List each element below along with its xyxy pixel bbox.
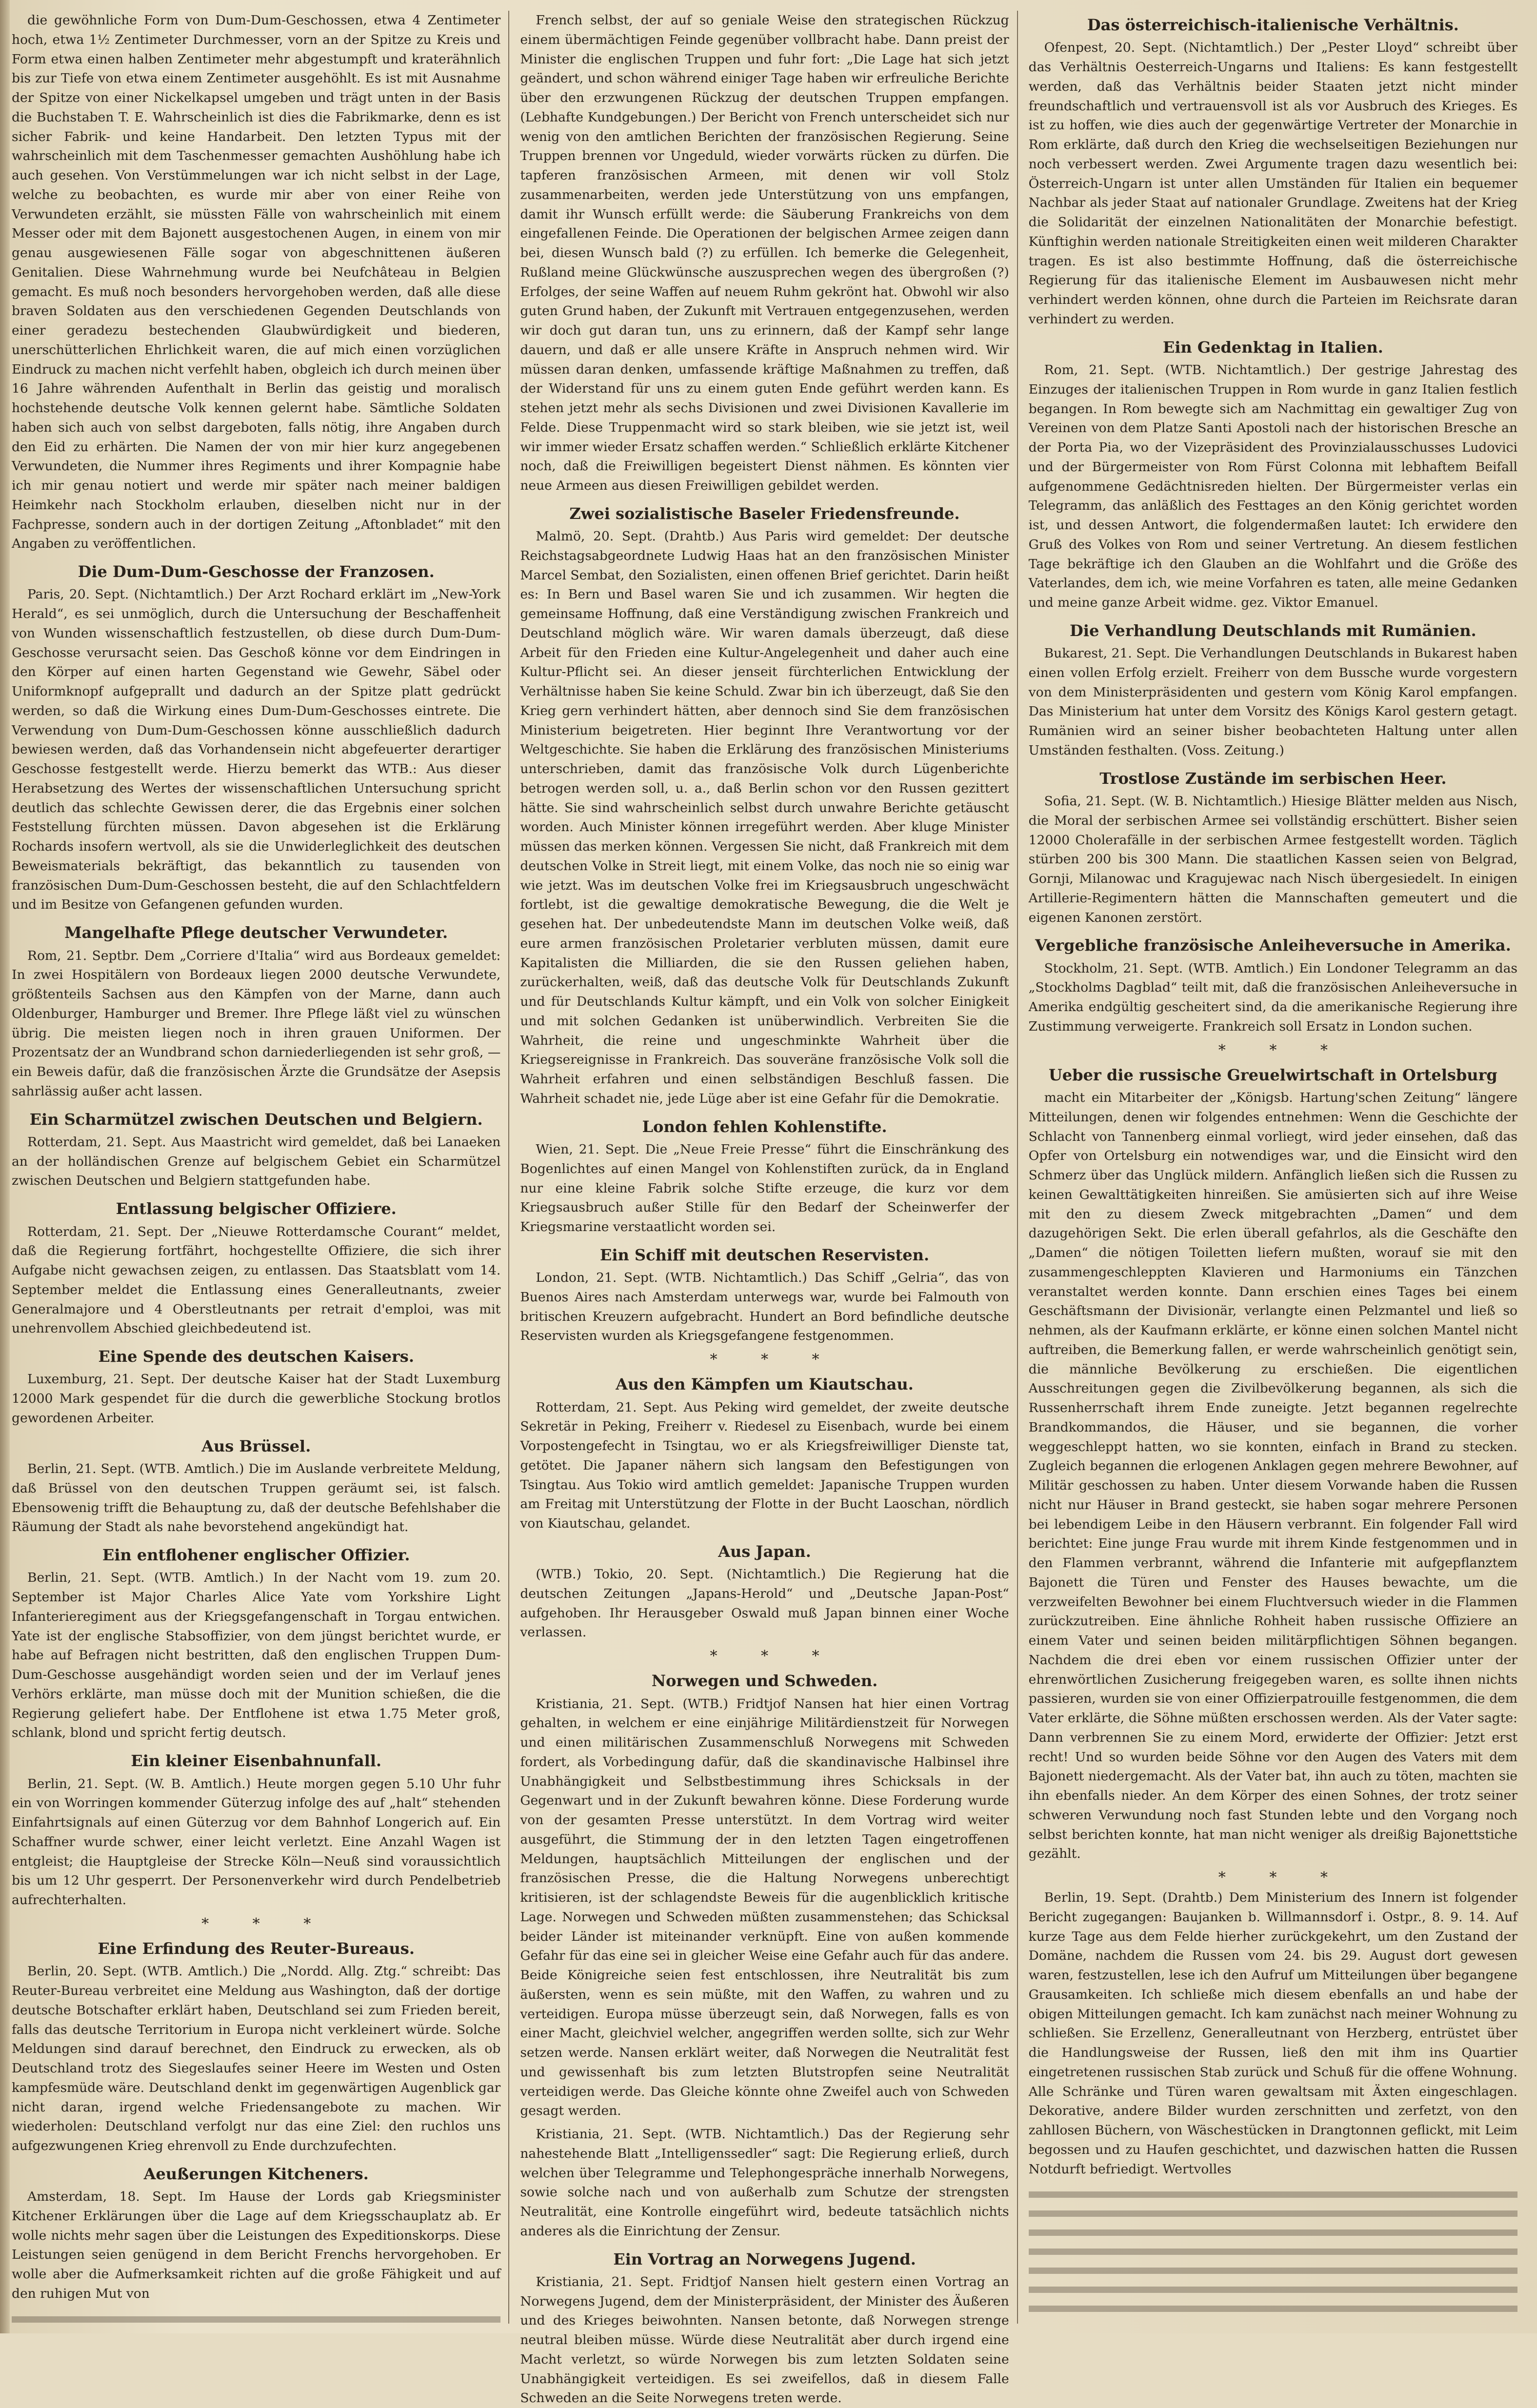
article-text: Berlin, 21. Sept. (W. B. Amtlich.) Heute morgen gegen 5.10 Uhr fuhr ein von Worringen kommender Güterzug infolge des auf „halt“ stehenden Einfahrtsignals auf einen Güterzug vor dem Bahnhof Longerich auf. Ein Schaffner wurde schwer, einer leicht verletzt. Eine Anzahl Wagen ist entgleist; die Hauptgleise der Strecke Köln—Neuß sind voraussichtlich bis um 12 Uhr gesperrt. Der Personenverkehr wird durch Pendelbetrieb aufrechterhalten. bbox=[12, 1776, 501, 1908]
article-headline: Die Dum-Dum-Geschosse der Franzosen. bbox=[78, 562, 435, 581]
article bbox=[1029, 11, 1517, 329]
article bbox=[12, 1934, 500, 2156]
article-text: Sofia, 21. Sept. (W. B. Nichtamtlich.) Hiesige Blätter melden aus Nisch, die Moral der serbischen Armee sei vollständig erschüttert. Bisher seien 12000 Cholerafälle in der serbischen Armee festgestellt worden. Täglich stürben 200 bis 300 Mann. Die staatlichen Kassen seien von Belgrad, Gornji, Milanowac und Kragujewac nach Nisch übergesiedelt. In einigen Artillerie-Regimentern hätten die Mannschaften gemeutert und die eigenen Kanonen zerstört. bbox=[1028, 794, 1517, 925]
section-divider: * * * bbox=[1218, 1869, 1347, 1887]
article bbox=[1029, 333, 1517, 613]
article bbox=[12, 1194, 500, 1338]
article-text: die gewöhnliche Form von Dum-Dum-Geschossen, etwa 4 Zentimeter hoch, etwa 1½ Zentimeter Durchmesser, vorn an der Spitze zu Kreis und Form etwa einen halben Zentimeter mehr abgestumpft und kraterähnlich bis zur Tiefe von etwa einem Zentimeter ausgehöhlt. Es ist mit Ausnahme der Spitze von einer Nickelkapsel umgeben und trägt unten in der Basis die Buchstaben T. E. Wahrscheinlich ist dies die Fabrikmarke, denn es ist sicher Fabrik- und keine Handarbeit. Den letzten Typus mit der wahrscheinlich mit dem Taschenmesser gemachten Aushöhlung habe ich auch gesehen. Von Verstümmelungen war ich nicht selbst in der Lage, welche zu beobachten, es wurde mir aber von einer Reihe von Verwundeten erzählt, sie müssten Fälle von wahrscheinlich mit einem Messer oder mit dem Bajonett ausgestochenen Augen, in einem von mir genau ausgewiesenen Fälle sogar von abgeschnittenen äußeren Genitalien. Diese Wahrnehmung wurde bei Neufchâteau in Belgien gemacht. Es muß noch besonders hervorgehoben werden, daß alle diese braven Soldaten aus den verschiedenen Gegenden Deutschlands von einer geradezu bestechenden Glaubwürdigkeit und biederen, unerschütterlichen Ehrlichkeit waren, die auf mich einen vorzüglichen Eindruck zu machen nicht verfehlt haben, obgleich ich durch meinen über 16 Jahre währenden Aufenthalt in Berlin das geistig und moralisch hochstehende deutsche Volk kennen gelernt habe. Sämtliche Soldaten haben sich auch von selbst dargeboten, falls nötig, ihre Angaben durch den Eid zu erhärten. Die Namen der von mir hier kurz angegebenen Verwundeten, die Nummer ihres Regiments und ihrer Kompagnie habe ich mir genau notiert und werde mir später nach meiner baldigen Heimkehr nach Stockholm erlauben, dieselben nicht nur in der Fachpresse, sondern auch in der dortigen Zeitung „Aftonbladet“ mit den Angaben zu veröffentlichen. bbox=[12, 13, 501, 552]
article-text: Wien, 21. Sept. Die „Neue Freie Presse“ führt die Einschränkung des Bogenlichtes auf einen Mangel von Kohlenstiften zurück, da in England nur eine kleine Fabrik solche Stifte erzeuge, die kurz vor dem Kriegsausbruch außer Stille für den Bedarf der Scheinwerfer der Kriegsmarine verstaatlicht worden sei. bbox=[520, 1142, 1009, 1235]
article-text: French selbst, der auf so geniale Weise den strategischen Rückzug einem übermächtigen Feinde gegenüber vollbracht habe. Dann preist der Minister die englischen Truppen und fuhr fort: „Die Lage hat sich jetzt geändert, und schon während einiger Tage haben wir erfreuliche Berichte über den erzwungenen Rückzug der deutschen Truppen empfangen. (Lebhafte Kundgebungen.) Der Bericht von French unterscheidet sich nur wenig von den amtlichen Berichten der französischen Regierung. Seine Truppen brennen vor Ungeduld, wieder vorwärts rücken zu dürfen. Die tapferen französischen Armeen, mit denen wir voll Stolz zusammenarbeiten, werden jede Unterstützung von uns empfangen, damit ihr Wunsch erfüllt werde: die Säuberung Frankreichs von dem eingefallenen Feinde. Die Operationen der belgischen Armee zeigen dann bei, diesen Wunsch bald (?) zu erfüllen. Ich bemerke die Gelegenheit, Rußland meine Glückwünsche auszusprechen wegen des übergroßen (?) Erfolges, der seine Waffen auf neuem Ruhm gekrönt hat. Obwohl wir also guten Grund haben, der Zukunft mit Vertrauen entgegenzusehen, werden wir doch gut daran tun, uns zu erinnern, daß der Kampf sehr lange dauern, und daß er alle unsere Kräfte in Anspruch nehmen wird. Wir müssen daran denken, umfassende kräftige Maßnahmen zu treffen, daß der Widerstand für uns zu einem guten Ende geführt werden kann. Es stehen jetzt mehr als sechs Divisionen und zwei Divisionen Kavallerie im Felde. Diese Truppenmacht wird so stark bleiben, wie sie jetzt ist, weil wir immer wieder Ersatz schaffen werden.“ Schließlich erklärte Kitchener noch, daß die Freiwilligen begeistert Dienst nähmen. Es könnten vier neue Armeen aus diesen Freiwilligen gebildet werden. bbox=[520, 13, 1009, 493]
article-text: Amsterdam, 18. Sept. Im Hause der Lords gab Kriegsminister Kitchener Erklärungen über die Lage auf dem Kriegsschauplatz ab. Er wolle nichts mehr sagen über die Leistungen des Expeditionskorps. Diese Leistungen seien genügend in dem Bericht Frenchs hervorgehoben. Er wolle aber die Aufmerksamkeit richten auf die große Fähigkeit und auf den ruhigen Mut von bbox=[12, 2189, 501, 2301]
article bbox=[520, 1537, 1009, 1642]
article-text: Rotterdam, 21. Sept. Der „Nieuwe Rotterdamsche Courant“ meldet, daß die Regierung fortfährt, hochgestellte Offiziere, die sich ihrer Aufgabe nicht gewachsen zeigen, zu entlassen. Das Staatsblatt vom 14. September meldet die Entlassung eines Generalleutnants, zweier Generalmajore und 4 Oberstleutnants per retrait d'emploi, was mit unehrenvollem Abschied gleichbedeutend ist. bbox=[12, 1224, 501, 1336]
article bbox=[520, 1241, 1009, 1346]
article bbox=[1029, 764, 1517, 928]
article-headline: Ein Scharmützel zwischen Deutschen und Belgiern. bbox=[29, 1110, 483, 1129]
article-headline: Aus Brüssel. bbox=[201, 1436, 311, 1455]
section-divider: * * * bbox=[201, 1915, 331, 1932]
article bbox=[520, 1667, 1009, 2121]
column-3 bbox=[1029, 11, 1517, 2324]
article-text: Stockholm, 21. Sept. (WTB. Amtlich.) Ein Londoner Telegramm an das „Stockholms Dagblad“ teilt mit, daß die französischen Anleiheversuche in Amerika endgültig gescheitert sind, da die amerikanische Regierung ihre Zustimmung verweigerte. Frankreich soll Ersatz in London suchen. bbox=[1028, 960, 1517, 1034]
column-fill bbox=[12, 2310, 500, 2324]
article bbox=[12, 1747, 500, 1910]
article-text: Rom, 21. Septbr. Dem „Corriere d'Italia“ wird aus Bordeaux gemeldet: In zwei Hospitälern von Bordeaux liegen 2000 deutsche Verwundete, größtenteils Sachsen aus den Kämpfen von der Marne, dann auch Oldenburger, Hamburger und Bremer. Ihre Pflege läßt viel zu wünschen übrig. Die meisten liegen noch in ihren grauen Uniformen. Der Prozentsatz der an Wundbrand schon darniederliegenden ist sehr groß, — ein Beweis dafür, daß die französischen Ärzte die Grundsätze der Asepsis sahrlässig außer acht lassen. bbox=[12, 948, 501, 1099]
article bbox=[12, 1105, 500, 1191]
article-headline: Das österreichisch-italienische Verhältnis. bbox=[1087, 16, 1459, 34]
article-text: Bukarest, 21. Sept. Die Verhandlungen Deutschlands in Bukarest haben einen vollen Erfolg erzielt. Freiherr von dem Bussche wurde vorgestern von dem Ministerpräsidenten und gestern vom König Karol empfangen. Das Ministerium hat unter dem Vorsitz des Königs Karol gestern getagt. Rumänien wird an seiner bisher beobachteten Haltung unter allen Umständen festhalten. (Voss. Zeitung.) bbox=[1028, 646, 1517, 758]
article-text: Luxemburg, 21. Sept. Der deutsche Kaiser hat der Stadt Luxemburg 12000 Mark gespendet für die durch die gewerbliche Stockung brotlos gewordenen Arbeiter. bbox=[12, 1372, 501, 1426]
page-spine bbox=[0, 0, 10, 2333]
article bbox=[12, 2160, 500, 2304]
column-fill bbox=[1029, 2186, 1517, 2324]
article-text: Malmö, 20. Sept. (Drahtb.) Aus Paris wird gemeldet: Der deutsche Reichstagsabgeordnete Ludwig Haas hat an den französischen Minister Marcel Sembat, den Sozialisten, einen offenen Brief gerichtet. Darin heißt es: In Bern und Basel waren Sie und ich zusammen. Wir hegten die gemeinsame Hoffnung, daß eine Verständigung zwischen Frankreich und Deutschland möglich wäre. Wir waren damals überzeugt, daß diese Arbeit für den Frieden eine Kultur-Angelegenheit und daher auch eine Kultur-Pflicht sei. An dieser jenseit fürchterlichen Entwicklung der Verhältnisse haben Sie keine Schuld. Zwar bin ich überzeugt, daß Sie den Krieg gern verhindert hätten, aber dennoch sind Sie dem französischen Ministerium beigetreten. Hier beginnt Ihre Verantwortung vor der Weltgeschichte. Sie haben die Erklärung des französischen Ministeriums unterschrieben, damit das französische Volk durch Lügenberichte betrogen werden soll, u. a., daß Berlin schon vor den Russen gezittert hätte. Sie sind wahrscheinlich selbst durch unwahre Berichte getäuscht worden. Auch Minister können irregeführt werden. Aber kluge Minister müssen das merken können. Vergessen Sie nicht, daß Frankreich mit dem deutschen Volke in Streit liegt, mit einem Volke, das noch nie so einig war wie jetzt. Was im deutschen Volke frei im Kriegsausbruch ungeschwächt fortlebt, ist die gewaltige demokratische Bewegung, die die Welt je gesehen hat. Der unbedeutendste Mann im deutschen Volke weiß, daß eure armen französischen Proletarier verbluten müssen, damit eure Kapitalisten die Milliarden, die sie den Russen geliehen haben, zurückerhalten, weiß, daß das deutsche Volk für Deutschlands Zukunft und für Deutschlands Kultur kämpft, und ein Volk von solcher Einigkeit und mit solchen Gedanken ist unüberwindlich. Verbreiten Sie die Wahrheit, die reine und ungeschminkte Wahrheit über die Kriegsereignisse in Frankreich. Das souveräne französische Volk soll die Wahrheit erfahren und einen selbständigen Beschluß fassen. Die Wahrheit schadet nie, jede Lüge aber ist eine Gefahr für die Demokratie. bbox=[520, 529, 1009, 1106]
article bbox=[12, 1342, 500, 1428]
article-text: Paris, 20. Sept. (Nichtamtlich.) Der Arzt Rochard erklärt im „New-York Herald“, es sei unmöglich, durch die Untersuchung der Beschaffenheit von Wunden wissenschaftlich festzustellen, ob diese durch Dum-Dum-Geschosse verursacht seien. Das Geschoß könne vor dem Eindringen in den Körper auf einen harten Gegenstand wie Gewehr, Säbel oder Uniformknopf aufgeprallt und dadurch an der Spitze platt gedrückt werden, so daß die Wirkung eines Dum-Dum-Geschosses eintrete. Die Verwendung von Dum-Dum-Geschossen könne ausschließlich dadurch bewiesen werden, daß das Vorhandensein nicht abgefeuerter derartiger Geschosse festgestellt werde. Hierzu bemerkt das WTB.: Aus dieser Herabsetzung des Wertes der wissenschaftlichen Untersuchung spricht deutlich das schlechte Gewissen derer, die das Ergebnis einer solchen Feststellung fürchten müssen. Davon abgesehen ist die Erklärung Rochards insofern wertvoll, als sie die Unwiderleglichkeit des deutschen Beweismaterials bekräftigt, das bekanntlich zu tausenden von französischen Dum-Dum-Geschossen besteht, die auf den Schlachtfeldern und im Besitze von Gefangenen gefunden wurden. bbox=[12, 587, 501, 913]
article-headline: Ueber die russische Greuelwirtschaft in Ortelsburg bbox=[1048, 1065, 1497, 1084]
article-text: macht ein Mitarbeiter der „Königsb. Hartung'schen Zeitung“ längere Mitteilungen, denen wir folgendes entnehmen: Wenn die Geschichte der Schlacht von Tannenberg einmal vorliegt, wird jeder einsehen, daß das Opfer von Ortelsburg ein notwendiges war, und die Einsicht wird den Schmerz über das Unglück mildern. Anfänglich ließen sich die Russen zu keinen Gewalttätigkeiten hinreißen. Sie amüsierten sich auf ihre Weise mit den zu diesem Zweck mitgebrachten „Damen“ und dem dazugehörigen Sekt. Die erlen überall gefahrlos, als die Geschäfte den „Damen“ die nötigen Toiletten liefern mußten, worauf sie mit den zusammengeschleppten Klavieren und Harmoniums ein Tänzchen veranstaltet werden konnte. Dann erschien eines Tages bei einem Geschäftsmann der Divisionär, verlangte einen Pelzmantel und ließ so nehmen, als der Kaufmann erklärte, er könne einen solchen Mantel nicht auftreiben, die Bemerkung fallen, er werde wahrscheinlich genötigt sein, die männliche Bevölkerung zu erschießen. Die eigentlichen Ausschreitungen gegen die Zivilbevölkerung begannen, als sich die Russenherrschaft ihrem Ende zuneigte. Jetzt begannen regelrechte Brandkommandos, die Häuser, und sie begannen, die vorher weggeschleppt hatten, wo sie konnten, einfach in Brand zu stecken. Zugleich begannen die erlogenen Anklagen gegen mehrere Bewohner, auf Militär geschossen zu haben. Unter diesem Vorwande haben die Russen nicht nur Häuser in Brand gesteckt, sie haben sogar mehrere Personen bei lebendigem Leibe in den Häusern verbrannt. Ein folgender Fall wird berichtet: Eine junge Frau wurde mit ihrem Kinde festgenommen und in den Flammen verbrannt, während die Infanterie mit aufgepflanztem Bajonett die Türen und Fenster des Hauses bewachte, um die verzweifelten Bewohner bei einem Fluchtversuch wieder in die Flammen zurückzutreiben. Eine ähnliche Rohheit haben russische Offiziere an einem Vater und seinen beiden militärpflichtigen Söhnen begangen. Nachdem die drei eben vor einem russischen Offizier unter der ehrenwörtlichen Zusicherung freigegeben waren, es sollte ihnen nichts passieren, wurden sie von einer Offizierpatrouille festgenommen, die dem Vater erklärte, die Söhne müßten erschossen werden. Als der Vater sagte: Dann verbrennen Sie zu einem Mord, erwiderte der Offizier: Jetzt erst recht! Und so wurden beide Söhne vor den Augen des Vaters mit dem Bajonett niedergemacht. Als der Vater bat, ihn auch zu töten, machten sie ihn ebenfalls nieder. An dem Körper des einen Sohnes, der trotz seiner schweren Verwundung noch fast Stunden lebte und den Vorgang noch selbst berichten konnte, hat man nicht weniger als dreißig Bajonettstiche gezählt. bbox=[1028, 1090, 1517, 1862]
article-headline: Mangelhafte Pflege deutscher Verwundeter. bbox=[64, 923, 448, 942]
section-divider: * * * bbox=[1218, 1041, 1347, 1059]
article-headline: Die Verhandlung Deutschlands mit Rumänien. bbox=[1070, 621, 1477, 640]
section-divider: * * * bbox=[710, 1351, 839, 1369]
article bbox=[1029, 931, 1517, 1036]
article-headline: Norwegen und Schweden. bbox=[651, 1672, 878, 1691]
article bbox=[520, 1113, 1009, 1237]
article bbox=[12, 1432, 500, 1537]
article-text: Rotterdam, 21. Sept. Aus Maastricht wird gemeldet, daß bei Lanaeken an der holländischen Grenze auf belgischem Gebiet ein Scharmützel zwischen Deutschen und Belgiern stattgefunden habe. bbox=[12, 1134, 501, 1189]
article-text: Kristiania, 21. Sept. (WTB.) Fridtjof Nansen hat hier einen Vortrag gehalten, in welchem er eine einjährige Militärdienstzeit für Norwegen und einen militärischen Zusammenschluß Norwegens mit Schweden fordert, als Vorbedingung dafür, daß die skandinavische Halbinsel ihre Unabhängigkeit und Selbstbestimmung ihres Schicksals in der Gegenwart und in der Zukunft bewahren könne. Diese Forderung wurde von der gesamten Presse unterstützt. In dem Vortrag wird weiter ausgeführt, die Stimmung der in den letzten Tagen eingetroffenen Meldungen, hauptsächlich Mitteilungen der englischen und der französischen Presse, die die Haltung Norwegens unberechtigt kritisieren, ist der schlagendste Beweis für die augenblicklich kritische Lage. Norwegen und Schweden müßten zusammenstehen; das Schicksal beider Länder ist miteinander verknüpft. Eine von außen kommende Gefahr für das eine sei in gleicher Weise eine Gefahr auch für das andere. Beide Königreiche seien fest entschlossen, ihre Neutralität bis zum äußersten, wenn es sein müßte, mit den Waffen, zu wahren und zu verteidigen. Europa müsse überzeugt sein, daß Norwegen, falls es von einer Macht, gleichviel welcher, angegriffen werden sollte, sich zur Wehr setzen werde. Nansen erklärt weiter, daß Norwegen die Neutralität fest und gewissenhaft bis zum letzten Blutstropfen seine Neutralität verteidigen werde. Das Gleiche könnte ohne Zweifel auch von Schweden gesagt werden. bbox=[520, 1696, 1009, 2119]
article-headline: Aeußerungen Kitcheners. bbox=[143, 2164, 369, 2183]
article bbox=[520, 11, 1009, 496]
article-headline: Zwei sozialistische Baseler Friedensfreunde. bbox=[569, 504, 960, 523]
article bbox=[1029, 1888, 1517, 2179]
article-headline: Aus den Kämpfen um Kiautschau. bbox=[616, 1375, 914, 1394]
article-text: Berlin, 21. Sept. (WTB. Amtlich.) In der Nacht vom 19. zum 20. September ist Major Charles Alice Yate vom Yorkshire Light Infanterieregiment aus der Kriegsgefangenschaft in Torgau entwichen. Yate ist der englische Stabsoffizier, von dem jüngst berichtet wurde, er habe auf Befragen nicht bestritten, daß den englischen Truppen Dum-Dum-Geschosse ausgehändigt worden seien und der im Verlauf jenes Verhörs erklärte, man müsse doch mit der Munition schießen, die die Regierung geliefert habe. Der Entflohene ist etwa 1.75 Meter groß, schlank, blond und spricht fertig deutsch. bbox=[12, 1570, 501, 1741]
article-headline: London fehlen Kohlenstifte. bbox=[642, 1117, 887, 1136]
article-headline: Entlassung belgischer Offiziere. bbox=[116, 1199, 397, 1218]
article-text: Berlin, 20. Sept. (WTB. Amtlich.) Die „Nordd. Allg. Ztg.“ schreibt: Das Reuter-Bureau verbreitet eine Meldung aus Washington, daß der dortige deutsche Botschafter erklärt haben, Deutschland sei zum Frieden bereit, falls das deutsche Territorium in Europa nicht verkleinert würde. Solche Meldungen sind darauf berechnet, den Eindruck zu erwecken, als ob Deutschland trotz des Siegeslaufes seiner Heere im Westen und Osten kampfesmüde wäre. Deutschland denkt im gegenwärtigen Augenblick gar nicht daran, irgend welche Friedensangebote zu machen. Wir wiederholen: Deutschland verfolgt nur das eine Ziel: den ruchlos uns aufgezwungenen Krieg ehrenvoll zu Ende durchzufechten. bbox=[12, 1964, 501, 2154]
article bbox=[520, 499, 1009, 1109]
article bbox=[12, 557, 500, 915]
article-headline: Ein entflohener englischer Offizier. bbox=[102, 1546, 410, 1565]
article-headline: Aus Japan. bbox=[718, 1542, 811, 1561]
column-1 bbox=[12, 11, 509, 2324]
article bbox=[1029, 617, 1517, 760]
article-text: Rotterdam, 21. Sept. Aus Peking wird gemeldet, der zweite deutsche Sekretär in Peking, Freiherr v. Riedesel zu Eisenbach, wurde bei einem Vorpostengefecht in Tsingtau, wo er als Kriegsfreiwilliger Dienste tat, getötet. Die Japaner nähern sich langsam den Befestigungen von Tsingtau. Aus Tokio wird amtlich gemeldet: Japanische Truppen wurden am Freitag mit Unterstützung der Flotte in der Bucht Laoschan, nördlich von Kiautschau, gelandet. bbox=[520, 1399, 1009, 1532]
article-headline: Ein Gedenktag in Italien. bbox=[1162, 338, 1383, 357]
article-headline: Ein Vortrag an Norwegens Jugend. bbox=[613, 2249, 916, 2269]
article bbox=[1029, 1061, 1517, 1864]
article bbox=[12, 1541, 500, 1743]
article-headline: Eine Erfindung des Reuter-Bureaus. bbox=[98, 1939, 415, 1958]
article-headline: Vergebliche französische Anleiheversuche in Amerika. bbox=[1035, 936, 1511, 955]
article-headline: Ein kleiner Eisenbahnunfall. bbox=[131, 1751, 382, 1771]
article-text: London, 21. Sept. (WTB. Nichtamtlich.) Das Schiff „Gelria“, das von Buenos Aires nach Amsterdam unterwegs war, wurde bei Falmouth von britischen Kreuzern aufgebracht. Hundert an Bord befindliche deutsche Reservisten wurden als Kriegsgefangene festgenommen. bbox=[520, 1270, 1009, 1344]
section-divider: * * * bbox=[710, 1648, 839, 1665]
article-headline: Trostlose Zustände im serbischen Heer. bbox=[1099, 769, 1447, 788]
column-2 bbox=[520, 11, 1018, 2406]
article-headline: Ein Schiff mit deutschen Reservisten. bbox=[599, 1245, 930, 1264]
article-headline: Eine Spende des deutschen Kaisers. bbox=[98, 1347, 414, 1366]
article-text: Berlin, 21. Sept. (WTB. Amtlich.) Die im Auslande verbreitete Meldung, daß Brüssel von den deutschen Truppen geräumt sei, ist falsch. Ebensowenig trifft die Behauptung zu, daß der deutsche Befehlshaber die Räumung der Stadt als nahe bevorstehend angekündigt hat. bbox=[12, 1461, 501, 1535]
article-text: Rom, 21. Sept. (WTB. Nichtamtlich.) Der gestrige Jahrestag des Einzuges der italienischen Truppen in Rom wurde in ganz Italien festlich begangen. In Rom bewegte sich am Nachmittag ein gewaltiger Zug von Vereinen von dem Platze Santi Apostoli nach der historischen Bresche an der Porta Pia, wo der Vizepräsident des Provinzialausschusses Ludovici und der Bürgermeister von Rom Fürst Colonna mit lebhaftem Beifall aufgenommene Gedächtnisreden hielten. Der Bürgermeister verlas ein Telegramm, das anläßlich des Festtages an den König gerichtet worden ist, und dessen Antwort, die folgendermaßen lautet: Ich erwidere den Gruß des Volkes von Rom und seiner Vertretung. An diesem festlichen Tage bekräftige ich den Glauben an die Wohlfahrt und die Größe des Vaterlandes, dem ich, wie meine Vorfahren es taten, alle meine Gedanken und meine ganze Arbeit widme. gez. Viktor Emanuel. bbox=[1028, 362, 1517, 611]
article-text: (WTB.) Tokio, 20. Sept. (Nichtamtlich.) Die Regierung hat die deutschen Zeitungen „Japans-Herold“ und „Deutsche Japan-Post“ aufgehoben. Ihr Herausgeber Oswald muß Japan binnen einer Woche verlassen. bbox=[520, 1567, 1009, 1640]
article-text: Kristiania, 21. Sept. Fridtjof Nansen hielt gestern einen Vortrag an Norwegens Jugend, dem der Ministerpräsident, der Minister des Äußeren und des Krieges beiwohnten. Nansen betonte, daß Norwegen strenge neutral bleiben müsse. Würde diese Neutralität aber durch irgend eine Macht verletzt, so würde Norwegen bis zum letzten Soldaten seine Unabhängigkeit verteidigen. Es sei zweifellos, daß in diesem Falle Schweden an die Seite Norwegens treten werde. bbox=[520, 2274, 1009, 2406]
article-text: Kristiania, 21. Sept. (WTB. Nichtamtlich.) Das der Regierung sehr nahestehende Blatt „Intelligenssedler“ sagt: Die Regierung erließ, durch welchen über Telegramme und Telephongespräche innerhalb Norwegens, sowie solche nach und von außerhalb zum Schutze der strengsten Neutralität, eine Kontrolle eingeführt wird, bedeute tatsächlich nichts anderes als die Einrichtung der Zensur. bbox=[520, 2127, 1009, 2239]
article bbox=[520, 2245, 1009, 2408]
article-text: Berlin, 19. Sept. (Drahtb.) Dem Ministerium des Innern ist folgender Bericht zugegangen: Baujanken b. Willmannsdorf i. Ostpr., 8. 9. 14. Auf kurze Tage aus dem Felde hierher zurückgekehrt, um den Zustand der Domäne, nachdem die Russen vom 24. bis 29. August dort gewesen waren, festzustellen, lese ich den Aufruf um Mitteilungen über begangene Grausamkeiten. Ich schließe mich diesem ebenfalls an und habe der obigen Mitteilungen gemacht. Ich kam zunächst nach meiner Wohnung zu schließen. Sie Erzellenz, Generalleutnant von Herzberg, entrüstet über die Handlungsweise der Russen, ließ den mit ihm ins Quartier eingetretenen russischen Stab zurück und Schuß für die offene Wohnung. Alle Schränke und Türen waren gewaltsam mit Äxten eingeschlagen. Dekorative, andere Bilder wurden zerschnitten und zerfetzt, von den zahllosen Büchern, von Wäschestücken in Drangtonnen geflickt, mit Leim begossen und zu Haufen geschichtet, und dazwischen hatten die Russen Notdurft befriedigt. Wertvolles bbox=[1028, 1890, 1517, 2177]
article bbox=[12, 918, 500, 1101]
article-text: Ofenpest, 20. Sept. (Nichtamtlich.) Der „Pester Lloyd“ schreibt über das Verhältnis Oesterreich-Ungarns und Italiens: Es kann festgestellt werden, daß das Verhältnis beider Staaten jetzt nicht minder freundschaftlich und vertrauensvoll ist als vor Ausbruch des Krieges. Es ist zu hoffen, wie dies auch der gegenwärtige Vertreter der Monarchie in Rom erklärte, daß durch den Krieg die wechselseitigen Beziehungen nur noch verbessert werden. Zwei Argumente tragen dazu wesentlich bei: Österreich-Ungarn ist unter allen Umständen für Italien ein bequemer Nachbar als jeder Staat auf nationaler Grundlage. Zweitens hat der Krieg die Solidarität der einzelnen Nationalitäten der Monarchie befestigt. Künftighin werden nationale Streitigkeiten einen weit milderen Charakter tragen. Es ist also bestimmte Hoffnung, daß die österreichische Regierung für das italienische Element im Ausbauwesen nicht mehr verhindert werden können, ohne durch die Parteien im Reichsrate daran verhindert zu werden. bbox=[1028, 40, 1517, 327]
article bbox=[520, 1370, 1009, 1533]
article bbox=[520, 2125, 1009, 2241]
article bbox=[12, 11, 500, 554]
